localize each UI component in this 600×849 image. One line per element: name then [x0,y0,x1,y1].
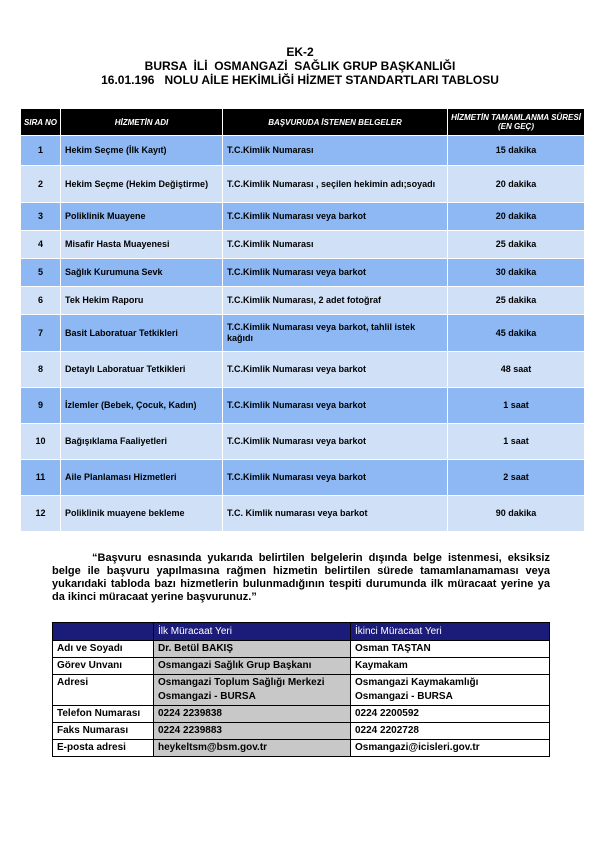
contact-label: Adresi [53,675,154,706]
completion-time: 2 saat [448,460,585,496]
first-office-address [154,675,351,706]
completion-time: 20 dakika [448,166,585,203]
note-text: “Başvuru esnasında yukarıda belirtilen belgelerin dışında belge istenmesi, eksiksiz belge ile başvuru yapılmasına rağmen hizmetin belirtilen sürede tamamlanamaması veya yukarıdaki tabloda bazı hizmetlerin bulunmadığının tespiti durumunda ilk müracaat yerine ya da ikinci müracaat yerine başvurunuz.” [52,552,550,603]
second-office-header: İkinci Müracaat Yeri [351,623,550,641]
second-office-value: 0224 2200592 [351,706,550,723]
row-no: 10 [21,424,61,460]
contact-row-fax [53,723,550,740]
table-row [21,352,585,388]
contact-row-name [53,641,550,658]
row-no: 6 [21,287,61,315]
required-docs: T.C.Kimlik Numarası veya barkot [223,388,448,424]
second-office-value: 0224 2202728 [351,723,550,740]
header-completion-time: HİZMETİN TAMAMLANMA SÜRESİ (EN GEÇ) [448,109,585,136]
first-office-value: Dr. Betül BAKIŞ [154,641,351,658]
row-no: 12 [21,496,61,532]
first-office-email: heykeltsm@bsm.gov.tr [154,740,351,757]
required-docs: T.C.Kimlik Numarası veya barkot [223,259,448,287]
contact-row-title [53,658,550,675]
contact-row-phone [53,706,550,723]
required-docs: T.C.Kimlik Numarası veya barkot [223,460,448,496]
service-name: Sağlık Kurumuna Sevk [61,259,223,287]
service-name: Detaylı Laboratuar Tetkikleri [61,352,223,388]
document-header [0,45,600,87]
required-docs: T.C.Kimlik Numarası [223,231,448,259]
first-office-value: 0224 2239838 [154,706,351,723]
table-row [21,287,585,315]
required-docs: T.C. Kimlik numarası veya barkot [223,496,448,532]
row-no: 2 [21,166,61,203]
second-office-value: Kaymakam [351,658,550,675]
table-row [21,136,585,166]
first-office-address-line2: Osmangazi - BURSA [158,691,256,702]
row-no: 8 [21,352,61,388]
contact-label: E-posta adresi [53,740,154,757]
contact-row-email [53,740,550,757]
service-name: Tek Hekim Raporu [61,287,223,315]
service-name: Poliklinik muayene bekleme [61,496,223,532]
required-docs: T.C.Kimlik Numarası veya barkot [223,424,448,460]
row-no: 1 [21,136,61,166]
contact-label: Adı ve Soyadı [53,641,154,658]
first-office-value: 0224 2239883 [154,723,351,740]
required-docs: T.C.Kimlik Numarası veya barkot, tahlil istek kağıdı [223,315,448,352]
service-name: Hekim Seçme (Hekim Değiştirme) [61,166,223,203]
second-office-email: Osmangazi@icisleri.gov.tr [351,740,550,757]
contact-label: Telefon Numarası [53,706,154,723]
required-docs: T.C.Kimlik Numarası , seçilen hekimin adı;soyadı [223,166,448,203]
table-row [21,460,585,496]
completion-time: 15 dakika [448,136,585,166]
service-name: Aile Planlaması Hizmetleri [61,460,223,496]
service-name: İzlemler (Bebek, Çocuk, Kadın) [61,388,223,424]
table-row [21,388,585,424]
contact-label: Görev Unvanı [53,658,154,675]
table-row [21,166,585,203]
first-office-value: Osmangazi Sağlık Grup Başkanı [154,658,351,675]
completion-time: 25 dakika [448,287,585,315]
service-name: Poliklinik Muayene [61,203,223,231]
contact-header-empty [53,623,154,641]
second-office-value: Osman TAŞTAN [351,641,550,658]
completion-time: 30 dakika [448,259,585,287]
table-row [21,203,585,231]
table-row [21,424,585,460]
completion-time: 48 saat [448,352,585,388]
service-name: Bağışıklama Faaliyetleri [61,424,223,460]
contact-label: Faks Numarası [53,723,154,740]
contact-header-row [53,623,550,641]
row-no: 7 [21,315,61,352]
completion-time: 1 saat [448,424,585,460]
second-office-address [351,675,550,706]
contact-table [52,622,550,757]
required-docs: T.C.Kimlik Numarası veya barkot [223,352,448,388]
row-no: 4 [21,231,61,259]
required-docs: T.C.Kimlik Numarası [223,136,448,166]
row-no: 11 [21,460,61,496]
contact-row-address [53,675,550,706]
header-no: SIRA NO [21,109,61,136]
document-title: 16.01.196 NOLU AİLE HEKİMLİĞİ HİZMET STANDARTLARI TABLOSU [101,73,499,87]
required-docs: T.C.Kimlik Numarası veya barkot [223,203,448,231]
completion-time: 1 saat [448,388,585,424]
service-name: Hekim Seçme (İlk Kayıt) [61,136,223,166]
completion-time: 90 dakika [448,496,585,532]
service-standards-table [20,108,585,532]
second-office-address-line2: Osmangazi - BURSA [355,691,453,702]
institution-title: BURSA İLİ OSMANGAZİ SAĞLIK GRUP BAŞKANLIĞI [144,59,456,73]
application-note [52,552,550,604]
table-row [21,259,585,287]
header-required-docs: BAŞVURUDA İSTENEN BELGELER [223,109,448,136]
service-name: Basit Laboratuar Tetkikleri [61,315,223,352]
second-office-address-line1: Osmangazi Kaymakamlığı [355,677,479,688]
table-row [21,231,585,259]
service-name: Misafir Hasta Muayenesi [61,231,223,259]
completion-time: 45 dakika [448,315,585,352]
table-row [21,315,585,352]
row-no: 9 [21,388,61,424]
first-office-header: İlk Müracaat Yeri [154,623,351,641]
header-service-name: HİZMETİN ADI [61,109,223,136]
first-office-address-line1: Osmangazi Toplum Sağlığı Merkezi [158,677,325,688]
row-no: 3 [21,203,61,231]
table-row [21,496,585,532]
required-docs: T.C.Kimlik Numarası, 2 adet fotoğraf [223,287,448,315]
completion-time: 25 dakika [448,231,585,259]
annex-label: EK-2 [286,45,314,59]
row-no: 5 [21,259,61,287]
table-header-row [21,109,585,136]
completion-time: 20 dakika [448,203,585,231]
